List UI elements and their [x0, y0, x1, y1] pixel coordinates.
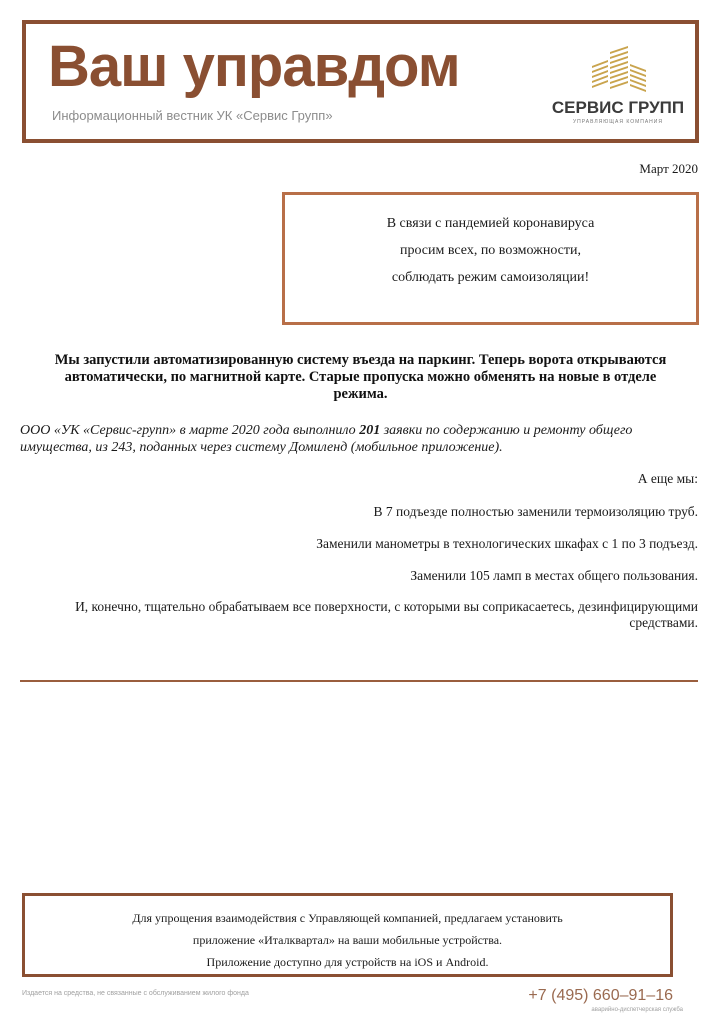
report-request-count: 201	[359, 423, 381, 438]
promo-line: Приложение доступно для устройств на iOS и Android.	[206, 955, 489, 969]
notice-line: просим всех, по возможности,	[399, 243, 582, 258]
announcement-line: режима.	[333, 386, 388, 402]
parking-announcement	[22, 352, 699, 403]
newsletter-subtitle: Информационный вестник УК «Сервис Групп»	[52, 108, 333, 123]
promo-line: приложение «Италквартал» на ваши мобильные устройства.	[192, 933, 503, 947]
work-list-item: Заменили 105 ламп в местах общего пользования.	[410, 568, 698, 583]
announcement-line: Мы запустили автоматизированную систему въезда на паркинг. Теперь ворота открываются	[54, 352, 667, 368]
section-divider	[20, 680, 698, 682]
monthly-report	[20, 422, 700, 456]
app-promo-box	[22, 893, 673, 977]
logo-company-name: СЕРВИС ГРУПП	[551, 98, 685, 117]
company-logo	[548, 44, 688, 130]
newsletter-header	[22, 20, 699, 143]
work-list-closing: И, конечно, тщательно обрабатываем все поверхности, с которыми вы соприкасаетесь, дезинфицирующими средствами.	[75, 599, 698, 630]
work-list-item: Заменили манометры в технологических шкафах с 1 по 3 подъезд.	[316, 536, 698, 551]
building-bars-logo-icon	[584, 44, 654, 94]
report-text-before: ООО «УК «Сервис-групп» в марте 2020 года выполнило	[20, 423, 360, 438]
announcement-line: автоматически, по магнитной карте. Старые пропуска можно обменять на новые в отделе	[64, 369, 657, 385]
work-list-item: В 7 подъезде полностью заменили термоизоляцию труб.	[373, 504, 698, 519]
publisher-fineprint: Издается на средства, не связанные с обслуживанием жилого фонда	[22, 990, 249, 997]
notice-line: соблюдать режим самоизоляции!	[391, 270, 590, 285]
promo-line: Для упрощения взаимодействия с Управляющей компанией, предлагаем установить	[132, 911, 563, 925]
work-list-intro: А еще мы:	[637, 471, 698, 486]
issue-date: Март 2020	[639, 161, 698, 176]
dispatch-phone-number: +7 (495) 660–91–16	[528, 987, 673, 1004]
newsletter-title: Ваш управдом	[48, 34, 460, 99]
quarantine-notice-box	[282, 192, 699, 325]
report-text-after: заявки по содержанию и ремонту общего имущества, из 243, поданных через систему Домиленд (мобильное приложение).	[20, 423, 633, 455]
logo-tagline: УПРАВЛЯЮЩАЯ КОМПАНИЯ	[572, 119, 663, 125]
notice-line: В связи с пандемией коронавируса	[386, 216, 595, 231]
dispatch-phone-caption: аварийно-диспетчерская служба	[591, 1007, 683, 1013]
